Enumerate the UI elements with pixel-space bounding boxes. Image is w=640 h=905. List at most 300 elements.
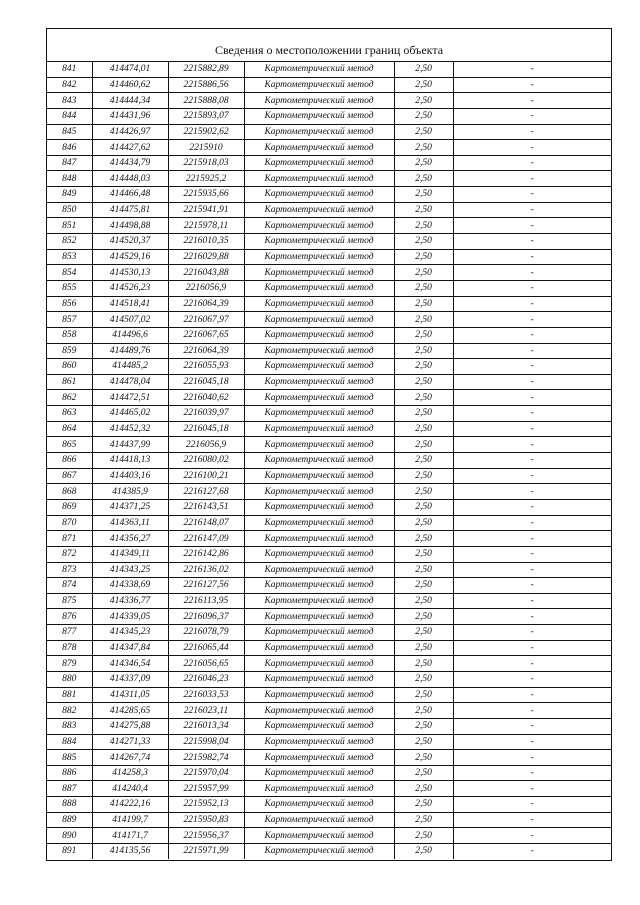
coord-x: 414338,69: [92, 578, 168, 594]
table-row: [47, 484, 611, 500]
method-cell: Картометрический метод: [244, 406, 394, 422]
accuracy-cell: 2,50: [394, 593, 453, 609]
coord-y: 2216029,88: [168, 249, 244, 265]
method-cell: Картометрический метод: [244, 656, 394, 672]
table-row: [47, 718, 611, 734]
coord-y: 2216056,65: [168, 656, 244, 672]
description-cell: -: [453, 234, 611, 250]
coord-y: 2216039,97: [168, 406, 244, 422]
coord-x: 414363,11: [92, 515, 168, 531]
point-number: 857: [47, 312, 92, 328]
accuracy-cell: 2,50: [394, 844, 453, 859]
description-cell: -: [453, 108, 611, 124]
method-cell: Картометрический метод: [244, 812, 394, 828]
description-cell: -: [453, 140, 611, 156]
method-cell: Картометрический метод: [244, 374, 394, 390]
accuracy-cell: 2,50: [394, 187, 453, 203]
method-cell: Картометрический метод: [244, 124, 394, 140]
method-cell: Картометрический метод: [244, 359, 394, 375]
coord-y: 2216147,09: [168, 531, 244, 547]
point-number: 875: [47, 593, 92, 609]
coord-y: 2215970,04: [168, 765, 244, 781]
accuracy-cell: 2,50: [394, 437, 453, 453]
accuracy-cell: 2,50: [394, 609, 453, 625]
point-number: 890: [47, 828, 92, 844]
table-row: [47, 468, 611, 484]
description-cell: -: [453, 327, 611, 343]
coord-x: 414371,25: [92, 499, 168, 515]
accuracy-cell: 2,50: [394, 312, 453, 328]
method-cell: Картометрический метод: [244, 546, 394, 562]
point-number: 869: [47, 499, 92, 515]
method-cell: Картометрический метод: [244, 499, 394, 515]
table-row: [47, 343, 611, 359]
point-number: 882: [47, 703, 92, 719]
description-cell: -: [453, 499, 611, 515]
point-number: 850: [47, 202, 92, 218]
point-number: 874: [47, 578, 92, 594]
point-number: 883: [47, 718, 92, 734]
accuracy-cell: 2,50: [394, 578, 453, 594]
table-row: [47, 640, 611, 656]
description-cell: -: [453, 468, 611, 484]
table-row: [47, 750, 611, 766]
table-row: [47, 671, 611, 687]
point-number: 873: [47, 562, 92, 578]
description-cell: -: [453, 578, 611, 594]
table-row: [47, 93, 611, 109]
table-row: [47, 453, 611, 469]
accuracy-cell: 2,50: [394, 343, 453, 359]
coord-x: 414356,27: [92, 531, 168, 547]
coord-y: 2216055,93: [168, 359, 244, 375]
table-row: [47, 265, 611, 281]
description-cell: -: [453, 77, 611, 93]
point-number: 855: [47, 280, 92, 296]
coord-x: 414489,76: [92, 343, 168, 359]
coord-y: 2216080,02: [168, 453, 244, 469]
accuracy-cell: 2,50: [394, 468, 453, 484]
point-number: 885: [47, 750, 92, 766]
accuracy-cell: 2,50: [394, 171, 453, 187]
method-cell: Картометрический метод: [244, 609, 394, 625]
coord-y: 2216136,02: [168, 562, 244, 578]
description-cell: -: [453, 453, 611, 469]
description-cell: -: [453, 750, 611, 766]
accuracy-cell: 2,50: [394, 781, 453, 797]
description-cell: -: [453, 437, 611, 453]
method-cell: Картометрический метод: [244, 687, 394, 703]
description-cell: -: [453, 844, 611, 859]
table-row: [47, 531, 611, 547]
table-row: [47, 124, 611, 140]
table-row: [47, 625, 611, 641]
accuracy-cell: 2,50: [394, 562, 453, 578]
table-row: [47, 327, 611, 343]
point-number: 854: [47, 265, 92, 281]
coord-x: 414337,09: [92, 671, 168, 687]
method-cell: Картометрический метод: [244, 312, 394, 328]
coord-x: 414285,65: [92, 703, 168, 719]
table-row: [47, 140, 611, 156]
method-cell: Картометрический метод: [244, 155, 394, 171]
description-cell: -: [453, 218, 611, 234]
coord-y: 2216096,37: [168, 609, 244, 625]
coord-y: 2216142,86: [168, 546, 244, 562]
description-cell: -: [453, 406, 611, 422]
coord-x: 414199,7: [92, 812, 168, 828]
description-cell: -: [453, 202, 611, 218]
point-number: 867: [47, 468, 92, 484]
coord-y: 2216043,88: [168, 265, 244, 281]
table-row: [47, 77, 611, 93]
coord-y: 2215918,03: [168, 155, 244, 171]
accuracy-cell: 2,50: [394, 687, 453, 703]
point-number: 888: [47, 797, 92, 813]
description-cell: -: [453, 546, 611, 562]
description-cell: -: [453, 62, 611, 77]
table-row: [47, 703, 611, 719]
coord-y: 2216067,65: [168, 327, 244, 343]
coord-y: 2215971,99: [168, 844, 244, 859]
method-cell: Картометрический метод: [244, 187, 394, 203]
point-number: 871: [47, 531, 92, 547]
accuracy-cell: 2,50: [394, 640, 453, 656]
coord-x: 414346,54: [92, 656, 168, 672]
description-cell: -: [453, 280, 611, 296]
description-cell: -: [453, 515, 611, 531]
coord-x: 414444,34: [92, 93, 168, 109]
coord-x: 414530,13: [92, 265, 168, 281]
method-cell: Картометрический метод: [244, 234, 394, 250]
method-cell: Картометрический метод: [244, 453, 394, 469]
coord-y: 2215882,89: [168, 62, 244, 77]
description-cell: -: [453, 187, 611, 203]
table-row: [47, 515, 611, 531]
table-row: [47, 155, 611, 171]
table-row: [47, 280, 611, 296]
coord-x: 414135,56: [92, 844, 168, 859]
accuracy-cell: 2,50: [394, 797, 453, 813]
accuracy-cell: 2,50: [394, 406, 453, 422]
coord-y: 2215941,91: [168, 202, 244, 218]
description-cell: -: [453, 390, 611, 406]
accuracy-cell: 2,50: [394, 327, 453, 343]
coord-y: 2215893,07: [168, 108, 244, 124]
coord-y: 2216056,9: [168, 280, 244, 296]
method-cell: Картометрический метод: [244, 578, 394, 594]
accuracy-cell: 2,50: [394, 124, 453, 140]
method-cell: Картометрический метод: [244, 718, 394, 734]
coord-y: 2216148,07: [168, 515, 244, 531]
table-row: [47, 171, 611, 187]
point-number: 886: [47, 765, 92, 781]
coord-y: 2216045,18: [168, 421, 244, 437]
table-row: [47, 844, 611, 859]
coord-y: 2216023,11: [168, 703, 244, 719]
point-number: 891: [47, 844, 92, 859]
point-number: 863: [47, 406, 92, 422]
coord-x: 414385,9: [92, 484, 168, 500]
point-number: 845: [47, 124, 92, 140]
method-cell: Картометрический метод: [244, 202, 394, 218]
method-cell: Картометрический метод: [244, 828, 394, 844]
point-number: 870: [47, 515, 92, 531]
accuracy-cell: 2,50: [394, 390, 453, 406]
table-row: [47, 406, 611, 422]
method-cell: Картометрический метод: [244, 531, 394, 547]
table-row: [47, 108, 611, 124]
coord-x: 414475,81: [92, 202, 168, 218]
method-cell: Картометрический метод: [244, 343, 394, 359]
accuracy-cell: 2,50: [394, 62, 453, 77]
coord-y: 2216065,44: [168, 640, 244, 656]
method-cell: Картометрический метод: [244, 171, 394, 187]
coord-x: 414171,7: [92, 828, 168, 844]
method-cell: Картометрический метод: [244, 468, 394, 484]
accuracy-cell: 2,50: [394, 234, 453, 250]
coord-x: 414345,23: [92, 625, 168, 641]
description-cell: -: [453, 625, 611, 641]
accuracy-cell: 2,50: [394, 374, 453, 390]
coord-y: 2216033,53: [168, 687, 244, 703]
coord-y: 2216064,39: [168, 296, 244, 312]
point-number: 887: [47, 781, 92, 797]
point-number: 872: [47, 546, 92, 562]
coord-x: 414258,3: [92, 765, 168, 781]
description-cell: -: [453, 265, 611, 281]
coord-y: 2216045,18: [168, 374, 244, 390]
coord-y: 2215910: [168, 140, 244, 156]
method-cell: Картометрический метод: [244, 562, 394, 578]
point-number: 889: [47, 812, 92, 828]
table-row: [47, 828, 611, 844]
point-number: 880: [47, 671, 92, 687]
coord-y: 2216127,68: [168, 484, 244, 500]
method-cell: Картометрический метод: [244, 327, 394, 343]
coord-x: 414271,33: [92, 734, 168, 750]
description-cell: -: [453, 421, 611, 437]
description-cell: -: [453, 640, 611, 656]
coordinates-sheet: [46, 28, 612, 861]
accuracy-cell: 2,50: [394, 453, 453, 469]
coord-x: 414222,16: [92, 797, 168, 813]
table-row: [47, 546, 611, 562]
description-cell: -: [453, 155, 611, 171]
table-row: [47, 390, 611, 406]
method-cell: Картометрический метод: [244, 249, 394, 265]
coord-y: 2215952,13: [168, 797, 244, 813]
table-row: [47, 781, 611, 797]
coord-x: 414526,23: [92, 280, 168, 296]
coord-x: 414466,48: [92, 187, 168, 203]
point-number: 881: [47, 687, 92, 703]
point-number: 843: [47, 93, 92, 109]
point-number: 878: [47, 640, 92, 656]
accuracy-cell: 2,50: [394, 750, 453, 766]
accuracy-cell: 2,50: [394, 155, 453, 171]
coord-y: 2215888,08: [168, 93, 244, 109]
accuracy-cell: 2,50: [394, 249, 453, 265]
table-row: [47, 187, 611, 203]
coord-y: 2216100,21: [168, 468, 244, 484]
coord-x: 414474,01: [92, 62, 168, 77]
coord-x: 414240,4: [92, 781, 168, 797]
coord-x: 414518,41: [92, 296, 168, 312]
description-cell: -: [453, 531, 611, 547]
point-number: 860: [47, 359, 92, 375]
point-number: 862: [47, 390, 92, 406]
point-number: 848: [47, 171, 92, 187]
coord-x: 414418,13: [92, 453, 168, 469]
coord-x: 414267,74: [92, 750, 168, 766]
accuracy-cell: 2,50: [394, 296, 453, 312]
description-cell: -: [453, 343, 611, 359]
coord-y: 2215902,62: [168, 124, 244, 140]
table-row: [47, 312, 611, 328]
coord-y: 2215886,56: [168, 77, 244, 93]
description-cell: -: [453, 718, 611, 734]
coord-x: 414431,96: [92, 108, 168, 124]
method-cell: Картометрический метод: [244, 62, 394, 77]
description-cell: -: [453, 374, 611, 390]
point-number: 842: [47, 77, 92, 93]
coord-y: 2215978,11: [168, 218, 244, 234]
point-number: 879: [47, 656, 92, 672]
point-number: 859: [47, 343, 92, 359]
method-cell: Картометрический метод: [244, 77, 394, 93]
table-row: [47, 437, 611, 453]
description-cell: -: [453, 296, 611, 312]
table-row: [47, 656, 611, 672]
table-row: [47, 421, 611, 437]
accuracy-cell: 2,50: [394, 359, 453, 375]
coord-y: 2216046,23: [168, 671, 244, 687]
accuracy-cell: 2,50: [394, 625, 453, 641]
method-cell: Картометрический метод: [244, 93, 394, 109]
method-cell: Картометрический метод: [244, 765, 394, 781]
table-row: [47, 218, 611, 234]
coord-x: 414437,99: [92, 437, 168, 453]
table-row: [47, 797, 611, 813]
method-cell: Картометрический метод: [244, 593, 394, 609]
coord-x: 414347,84: [92, 640, 168, 656]
coord-x: 414465,02: [92, 406, 168, 422]
coord-x: 414478,04: [92, 374, 168, 390]
accuracy-cell: 2,50: [394, 703, 453, 719]
description-cell: -: [453, 797, 611, 813]
table-row: [47, 812, 611, 828]
point-number: 861: [47, 374, 92, 390]
table-row: [47, 765, 611, 781]
table-row: [47, 499, 611, 515]
accuracy-cell: 2,50: [394, 202, 453, 218]
table-row: [47, 359, 611, 375]
description-cell: -: [453, 656, 611, 672]
coord-x: 414311,05: [92, 687, 168, 703]
accuracy-cell: 2,50: [394, 546, 453, 562]
coord-y: 2216064,39: [168, 343, 244, 359]
accuracy-cell: 2,50: [394, 108, 453, 124]
description-cell: -: [453, 671, 611, 687]
coord-x: 414349,11: [92, 546, 168, 562]
method-cell: Картометрический метод: [244, 390, 394, 406]
method-cell: Картометрический метод: [244, 844, 394, 859]
description-cell: -: [453, 593, 611, 609]
coord-y: 2215950,83: [168, 812, 244, 828]
accuracy-cell: 2,50: [394, 77, 453, 93]
method-cell: Картометрический метод: [244, 640, 394, 656]
description-cell: -: [453, 359, 611, 375]
coord-x: 414339,05: [92, 609, 168, 625]
description-cell: -: [453, 812, 611, 828]
description-cell: -: [453, 703, 611, 719]
accuracy-cell: 2,50: [394, 734, 453, 750]
point-number: 864: [47, 421, 92, 437]
point-number: 858: [47, 327, 92, 343]
description-cell: -: [453, 781, 611, 797]
point-number: 884: [47, 734, 92, 750]
accuracy-cell: 2,50: [394, 812, 453, 828]
accuracy-cell: 2,50: [394, 499, 453, 515]
coord-x: 414434,79: [92, 155, 168, 171]
coord-x: 414507,02: [92, 312, 168, 328]
table-row: [47, 296, 611, 312]
point-number: 865: [47, 437, 92, 453]
table-row: [47, 234, 611, 250]
point-number: 877: [47, 625, 92, 641]
coord-x: 414498,88: [92, 218, 168, 234]
coord-y: 2216143,51: [168, 499, 244, 515]
accuracy-cell: 2,50: [394, 828, 453, 844]
coord-y: 2215998,04: [168, 734, 244, 750]
table-row: [47, 249, 611, 265]
coord-y: 2215935,66: [168, 187, 244, 203]
coord-y: 2215925,2: [168, 171, 244, 187]
method-cell: Картометрический метод: [244, 421, 394, 437]
accuracy-cell: 2,50: [394, 531, 453, 547]
coord-y: 2216113,95: [168, 593, 244, 609]
point-number: 841: [47, 62, 92, 77]
accuracy-cell: 2,50: [394, 421, 453, 437]
method-cell: Картометрический метод: [244, 703, 394, 719]
method-cell: Картометрический метод: [244, 140, 394, 156]
coord-y: 2216056,9: [168, 437, 244, 453]
point-number: 856: [47, 296, 92, 312]
coord-x: 414343,25: [92, 562, 168, 578]
method-cell: Картометрический метод: [244, 797, 394, 813]
coord-x: 414529,16: [92, 249, 168, 265]
coord-x: 414336,77: [92, 593, 168, 609]
table-row: [47, 578, 611, 594]
method-cell: Картометрический метод: [244, 750, 394, 766]
method-cell: Картометрический метод: [244, 484, 394, 500]
coord-x: 414452,32: [92, 421, 168, 437]
coordinates-table-body: [47, 62, 611, 859]
table-row: [47, 687, 611, 703]
description-cell: -: [453, 484, 611, 500]
method-cell: Картометрический метод: [244, 280, 394, 296]
point-number: 846: [47, 140, 92, 156]
method-cell: Картометрический метод: [244, 108, 394, 124]
point-number: 866: [47, 453, 92, 469]
accuracy-cell: 2,50: [394, 280, 453, 296]
coord-x: 414275,88: [92, 718, 168, 734]
point-number: 876: [47, 609, 92, 625]
description-cell: -: [453, 687, 611, 703]
accuracy-cell: 2,50: [394, 218, 453, 234]
method-cell: Картометрический метод: [244, 781, 394, 797]
